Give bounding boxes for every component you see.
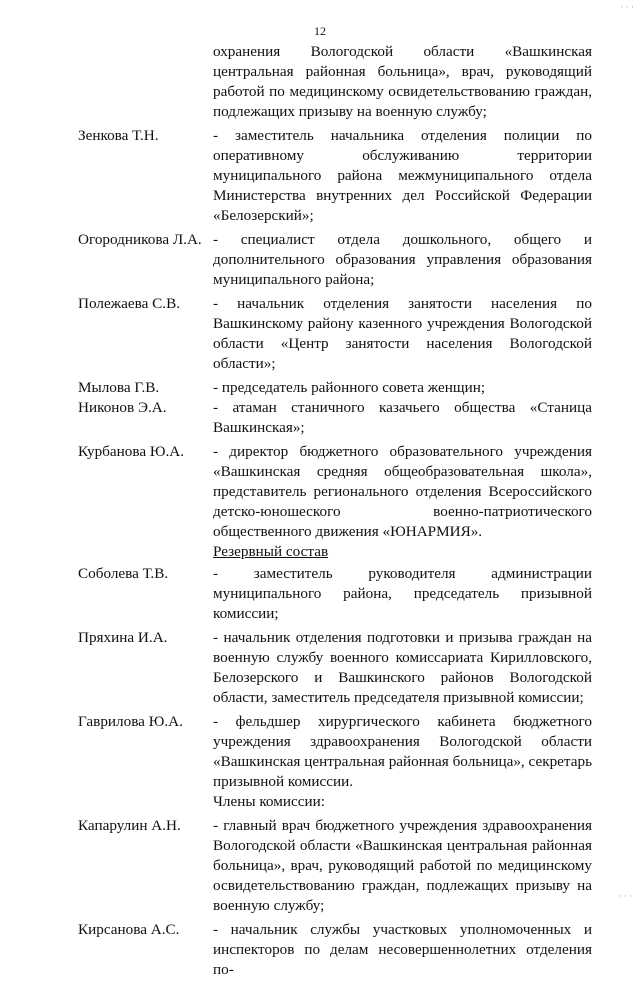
member-description: - директор бюджетного образовательного учреждения «Вашкинская средняя общеобразовательная школа», представитель регионального отделения Всероссийского детско-юношеского военно-патриотического общественного движения «ЮНАРМИЯ». xyxy=(213,443,592,540)
reserve-members-list xyxy=(78,564,592,792)
member-name: Капарулин А.Н. xyxy=(78,817,181,834)
member-description: - специалист отдела дошкольного, общего и дополнительного образования управления образования муниципального района; xyxy=(213,231,592,288)
continuation-text: охранения Вологодской области «Вашкинская центральная районная больница», врач, руководящий работой по медицинскому освидетельствованию граждан, подлежащих призыву на военную службу; xyxy=(213,43,592,120)
member-description: - начальник отделения занятости населения по Вашкинскому району казенного учреждения Вологодской области «Центр занятости населения Вологодской области»; xyxy=(213,295,592,372)
member-name: Никонов Э.А. xyxy=(78,399,167,416)
member-entry xyxy=(78,816,592,916)
member-name: Зенкова Т.Н. xyxy=(78,127,159,144)
member-description: - фельдшер хирургического кабинета бюджетного учреждения здравоохранения Вологодской области «Вашкинская центральная районная больница», секретарь призывной комиссии. xyxy=(213,713,592,790)
member-name: Гаврилова Ю.А. xyxy=(78,713,183,730)
member-entry xyxy=(78,712,592,792)
member-description: - председатель районного совета женщин; xyxy=(213,379,486,396)
reserve-heading: Резервный состав xyxy=(213,543,329,560)
member-name: Полежаева С.В. xyxy=(78,295,181,312)
member-entry xyxy=(78,398,592,438)
member-name: Огородникова Л.А. xyxy=(78,231,202,248)
member-description: - начальник отделения подготовки и призыва граждан на военную службу военного комиссариата Кирилловского, Белозерского и Вашкинского районов Вологодской области, заместитель председателя призывной комиссии; xyxy=(213,629,592,706)
main-members-list xyxy=(78,126,592,542)
member-name: Мылова Г.В. xyxy=(78,379,160,396)
member-name: Соболева Т.В. xyxy=(78,565,169,582)
member-description: - заместитель начальника отделения полиции по оперативному обслуживанию территории муниципального района межмуниципального отдела Министерства внутренних дел Российской Федерации «Белозерский»; xyxy=(213,127,592,224)
member-name: Кирсанова А.С. xyxy=(78,921,180,938)
member-description: - заместитель руководителя администрации муниципального района, председатель призывной комиссии; xyxy=(213,565,592,622)
member-entry xyxy=(78,126,592,226)
member-entry xyxy=(78,564,592,624)
member-entry xyxy=(78,628,592,708)
member-entry xyxy=(78,442,592,542)
member-entry xyxy=(78,230,592,290)
member-name: Пряхина И.А. xyxy=(78,629,168,646)
member-description: - главный врач бюджетного учреждения здравоохранения Вологодской области «Вашкинская центральная районная больница», врач, руководящий работой по медицинскому освидетельствованию граждан, подлежащих призыву на военную службу; xyxy=(213,817,592,914)
member-entry xyxy=(78,294,592,374)
corner-mark-bottom: · · · xyxy=(618,891,632,901)
document-body xyxy=(78,42,592,984)
members-heading: Члены комиссии: xyxy=(213,793,325,810)
member-entry xyxy=(78,378,592,398)
commission-members-list xyxy=(78,816,592,980)
member-name: Курбанова Ю.А. xyxy=(78,443,185,460)
member-entry xyxy=(78,920,592,980)
member-description: - атаман станичного казачьего общества «Станица Вашкинская»; xyxy=(213,399,592,436)
corner-mark-top: · · · xyxy=(620,2,634,12)
page-number: 12 xyxy=(314,24,326,38)
member-description: - начальник службы участковых уполномоченных и инспекторов по делам несовершеннолетних отделения по- xyxy=(213,921,592,978)
